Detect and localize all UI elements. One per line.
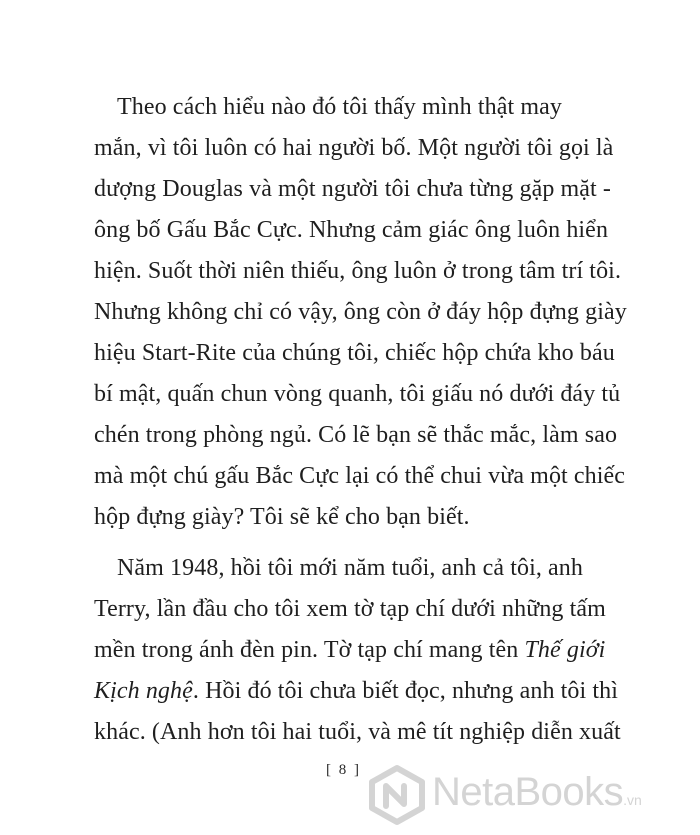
text-line: Năm 1948, hồi tôi mới năm tuổi, anh cả tôi, anh: [117, 555, 583, 581]
text-line: hiệu Start-Rite của chúng tôi, chiếc hộp chứa kho báu: [94, 340, 615, 366]
text-line: bí mật, quấn chun vòng quanh, tôi giấu nó dưới đáy tủ: [94, 381, 621, 407]
text-line: mắn, vì tôi luôn có hai người bố. Một người tôi gọi là: [94, 135, 614, 161]
watermark: [362, 760, 692, 830]
text-line: dượng Douglas và một người tôi chưa từng gặp mặt -: [94, 176, 612, 202]
text-line: Nhưng không chỉ có vậy, ông còn ở đáy hộp đựng giày: [94, 299, 627, 325]
text-line-start: mền trong ánh đèn pin. Tờ tạp chí mang tên: [94, 637, 525, 663]
page-number: [ 8 ]: [326, 762, 361, 778]
text-line: chén trong phòng ngủ. Có lẽ bạn sẽ thắc mắc, làm sao: [94, 422, 618, 448]
netabooks-logo-icon: [366, 764, 428, 826]
text-line: khác. (Anh hơn tôi hai tuổi, và mê tít nghiệp diễn xuất: [94, 719, 621, 745]
text-line: Terry, lần đầu cho tôi xem tờ tạp chí dưới những tấm: [94, 596, 606, 622]
text-line: hiện. Suốt thời niên thiếu, ông luôn ở trong tâm trí tôi.: [94, 258, 622, 284]
text-line: [94, 676, 618, 706]
text-line-end: . Hồi đó tôi chưa biết đọc, nhưng anh tôi thì: [192, 678, 619, 704]
watermark-suffix: .vn: [623, 792, 642, 808]
text-line: hộp đựng giày? Tôi sẽ kể cho bạn biết.: [94, 504, 470, 530]
text-line: mà một chú gấu Bắc Cực lại có thể chui vừa một chiếc: [94, 463, 626, 489]
watermark-brand: NetaBooks: [432, 770, 624, 814]
text-line: [94, 635, 605, 665]
text-line: ông bố Gấu Bắc Cực. Nhưng cảm giác ông luôn hiển: [94, 217, 609, 243]
text-line: Theo cách hiểu nào đó tôi thấy mình thật may: [117, 94, 562, 120]
magazine-title-continued: Kịch nghệ: [94, 678, 193, 704]
watermark-text: [432, 770, 642, 815]
magazine-title: Thế giới: [524, 637, 606, 663]
